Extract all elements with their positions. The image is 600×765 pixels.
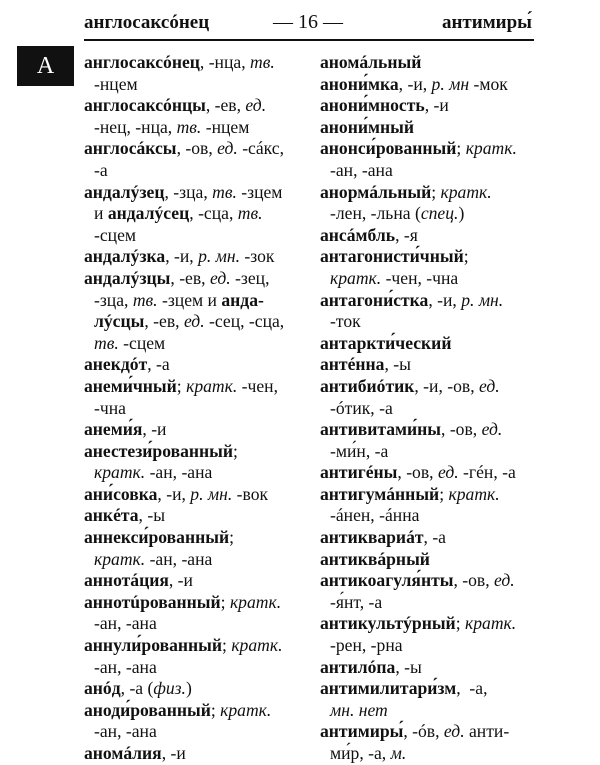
headword: ани́совка: [84, 483, 158, 504]
entry-text: , -и: [161, 743, 186, 763]
entry-line: [320, 462, 536, 484]
entry-text: , -ов,: [453, 570, 495, 591]
headword: антикультýрный: [320, 613, 456, 634]
entry-text: , -и, -ов,: [414, 375, 480, 396]
headword: антéнна: [320, 354, 385, 375]
entry-line: [84, 441, 314, 463]
grammar-label: р. мн.: [190, 483, 233, 504]
entry-text: , -и: [168, 570, 193, 591]
headword: анда-: [221, 289, 264, 310]
entry-text: -я́нт, -а: [330, 591, 383, 612]
entry-line: [320, 52, 536, 74]
headword: анекдóт: [84, 354, 148, 375]
grammar-label: кратк.: [440, 181, 492, 202]
entry-line: [320, 721, 536, 743]
thumb-index-letter: А: [36, 53, 55, 79]
headword: анони́мка: [320, 73, 399, 94]
entry-text: -зцем: [236, 181, 283, 202]
entry-text: -áнен, -áнна: [330, 505, 420, 526]
entry-continuation-line: [84, 462, 314, 484]
header-last-entry: антимиры́: [441, 12, 532, 33]
entry-text: , -и,: [165, 246, 199, 267]
headword: андалýсец: [107, 203, 190, 224]
entry-text: -зца,: [94, 289, 133, 310]
grammar-label: спец.: [420, 203, 459, 224]
entry-text: -ан, -ана: [145, 548, 213, 569]
headword: англосаксóнец: [84, 52, 200, 72]
entry-line: [84, 268, 314, 290]
grammar-label: кратк.: [448, 483, 500, 504]
entry-text: -ан, -ана: [94, 721, 157, 742]
entry-continuation-line: [320, 592, 536, 614]
entry-line: [320, 138, 536, 160]
headword: анонси́рованный: [320, 138, 457, 159]
entry-line: [84, 505, 314, 527]
entry-text: -сцем: [118, 332, 166, 353]
entry-line: [84, 95, 314, 117]
headword: анони́мный: [320, 116, 414, 137]
entry-line: [320, 333, 536, 355]
entry-continuation-line: [320, 160, 536, 182]
entry-continuation-line: [84, 225, 314, 247]
entry-text: -рен, -рна: [330, 635, 403, 656]
entry-text: , -нца,: [199, 52, 250, 72]
entry-continuation-line: [84, 203, 314, 225]
entry-text: -нцем: [201, 116, 250, 137]
entry-line: [320, 182, 536, 204]
entry-line: [320, 678, 536, 700]
headword: аннули́рованный: [84, 635, 223, 656]
entry-continuation-line: [320, 268, 536, 290]
entry-line: [84, 182, 314, 204]
entry-text: -ан, -ана: [145, 462, 213, 483]
headword: антигумáнный: [320, 483, 440, 504]
entry-continuation-line: [84, 613, 314, 635]
entry-text: -ан, -ана: [94, 656, 157, 677]
grammar-label: кратк.: [229, 591, 282, 612]
entry-text: , -и,: [428, 289, 462, 310]
entry-text: ;: [431, 181, 441, 202]
entry-text: ;: [176, 375, 187, 396]
entry-text: -зцем и: [157, 289, 222, 310]
headword: андалýзец: [84, 181, 165, 202]
entry-line: [320, 74, 536, 96]
entry-text: , -и: [424, 95, 449, 116]
entry-continuation-line: [84, 117, 314, 139]
entry-line: [84, 138, 314, 160]
entry-text: , -ев,: [170, 267, 210, 288]
entry-text: ;: [229, 527, 235, 548]
grammar-label: ед.: [245, 95, 267, 116]
entry-text: анти-: [464, 721, 510, 742]
entry-text: -óтик, -а: [330, 397, 393, 418]
entry-continuation-line: [84, 74, 314, 96]
entry-text: , -ов,: [176, 138, 218, 159]
entry-text: ;: [220, 591, 230, 612]
entry-text: -лен, -льна (: [330, 203, 421, 224]
entry-continuation-line: [320, 203, 536, 225]
entry-text: -сец, -сца,: [204, 311, 285, 332]
entry-text: , -ы: [138, 505, 166, 526]
entry-text: , -ев,: [144, 311, 184, 332]
grammar-label: кратк.: [465, 138, 517, 159]
headword: антигéны: [320, 462, 398, 483]
headword: анестези́рованный: [84, 440, 234, 461]
entry-text: , -а: [423, 527, 446, 548]
entry-text: -нец, -нца,: [94, 116, 177, 137]
entry-text: -чен, -чна: [381, 267, 459, 288]
entry-text: -а: [94, 159, 108, 180]
grammar-label: кратк.: [94, 548, 146, 569]
entry-continuation-line: [84, 657, 314, 679]
entry-continuation-line: [320, 635, 536, 657]
headword: антагони́стка: [320, 289, 429, 310]
entry-text: -нцем: [94, 73, 138, 94]
grammar-label: ед.: [479, 375, 500, 396]
grammar-label: физ.: [153, 678, 186, 699]
headword: антимилитари́зм: [320, 678, 457, 699]
headword: антагонисти́чный: [320, 246, 464, 267]
entry-text: , -ев,: [205, 95, 246, 116]
headword: ансáмбль: [320, 224, 396, 245]
entry-text: ): [458, 203, 465, 224]
headword: андалýзцы: [84, 267, 171, 288]
entry-text: -чна: [94, 397, 126, 418]
entry-text: , -сца,: [189, 203, 238, 224]
letter-thumb-index: [17, 46, 74, 86]
entry-continuation-line: [84, 398, 314, 420]
entry-line: [84, 354, 314, 376]
grammar-label: ед.: [183, 311, 205, 332]
entry-line: [320, 613, 536, 635]
entry-text: , -а,: [456, 678, 488, 699]
entry-line: [84, 570, 314, 592]
headword: антимиры́: [320, 721, 404, 742]
entry-continuation-line: [84, 549, 314, 571]
entry-line: [84, 246, 314, 268]
headword: аннотúрованный: [84, 591, 221, 612]
entry-text: , -и: [142, 419, 167, 440]
entry-text: -ан, -ана: [330, 159, 393, 180]
headword: аноди́рованный: [84, 699, 211, 720]
grammar-label: ед.: [217, 138, 238, 159]
grammar-label: тв.: [237, 203, 263, 224]
grammar-label: ед.: [481, 419, 503, 440]
headword: антивитами́ны: [320, 419, 442, 440]
entry-line: [84, 700, 314, 722]
entry-text: , -ов,: [441, 419, 482, 440]
entry-line: [84, 743, 314, 765]
headword: антиквариáт: [320, 527, 424, 548]
headword: анеми́чный: [84, 375, 177, 396]
grammar-label: кратк.: [186, 375, 238, 396]
headword: анеми́я: [84, 419, 143, 440]
grammar-label: тв.: [250, 52, 275, 72]
entry-text: , -а: [147, 354, 170, 375]
headword: анони́мность: [320, 95, 425, 116]
entry-text: , -ы: [395, 656, 422, 677]
headword: антаркти́ческий: [320, 332, 452, 353]
grammar-label: мн. нет: [330, 699, 388, 720]
entry-line: [320, 484, 536, 506]
grammar-label: кратк.: [94, 462, 146, 483]
entry-continuation-line: [320, 441, 536, 463]
entry-line: [84, 635, 314, 657]
entry-text: , -ов,: [397, 462, 438, 483]
entry-line: [320, 376, 536, 398]
entry-line: [320, 225, 536, 247]
entry-continuation-line: [84, 290, 314, 312]
headword: антибиóтик: [320, 375, 415, 396]
entry-continuation-line: [320, 505, 536, 527]
entry-text: -зец,: [230, 267, 270, 288]
entry-text: , -я: [395, 224, 418, 245]
entry-line: [84, 52, 314, 74]
headword: лýсцы: [94, 311, 145, 332]
entry-text: -сáкс,: [237, 138, 284, 159]
headword: анóд: [84, 678, 121, 699]
header-divider: [84, 39, 534, 41]
entry-text: ми́р, -а,: [330, 743, 391, 763]
entry-continuation-line: [84, 311, 314, 333]
entry-line: [320, 117, 536, 139]
headword: антилóпа: [320, 656, 396, 677]
entry-text: -сцем: [94, 224, 137, 245]
grammar-label: тв.: [132, 289, 158, 310]
grammar-label: ед.: [437, 462, 459, 483]
entry-text: ;: [222, 635, 232, 656]
entry-continuation-line: [84, 721, 314, 743]
headword: антиквáрный: [320, 548, 430, 569]
entry-line: [84, 678, 314, 700]
page-number: — 16 —: [273, 11, 343, 33]
entry-line: [320, 246, 536, 268]
entry-line: [84, 419, 314, 441]
entry-continuation-line: [84, 160, 314, 182]
grammar-label: тв.: [94, 332, 119, 353]
headword: англосаксóнцы: [84, 95, 206, 116]
entry-text: -мок: [469, 73, 508, 94]
entry-continuation-line: [320, 398, 536, 420]
entry-text: ;: [463, 246, 469, 267]
entry-text: ;: [210, 699, 221, 720]
entry-text: -гéн, -а: [458, 462, 516, 483]
headword: аннекси́рованный: [84, 527, 230, 548]
entry-text: , -и,: [398, 73, 432, 94]
grammar-label: р. мн.: [198, 246, 241, 267]
entry-line: [84, 376, 314, 398]
entry-text: -вок: [232, 483, 269, 504]
entry-text: ;: [439, 483, 449, 504]
entry-line: [84, 592, 314, 614]
headword: андалýзка: [84, 246, 166, 267]
headword: англосáксы: [84, 138, 177, 159]
entry-text: -ми́н, -а: [330, 440, 389, 461]
entry-text: -чен,: [237, 375, 278, 396]
entry-line: [320, 419, 536, 441]
entry-continuation-line: [320, 743, 536, 765]
entry-line: [320, 354, 536, 376]
entry-text: ;: [233, 440, 238, 461]
left-column: [84, 52, 314, 765]
headword: аномáлия: [84, 743, 162, 763]
entry-text: ;: [456, 138, 466, 159]
entry-text: , -и,: [157, 483, 191, 504]
entry-line: [84, 527, 314, 549]
entry-line: [320, 657, 536, 679]
entry-text: , -ы: [384, 354, 411, 375]
headword: антикоагуля́нты: [320, 570, 454, 591]
grammar-label: кратк.: [220, 699, 272, 720]
headword: анормáльный: [320, 181, 432, 202]
grammar-label: ед.: [443, 721, 465, 742]
entry-continuation-line: [320, 311, 536, 333]
headword: аннотáция: [84, 570, 169, 591]
grammar-label: р. мн: [431, 73, 470, 94]
entry-text: ;: [455, 613, 465, 634]
entry-line: [320, 95, 536, 117]
headword: аномáльный: [320, 52, 422, 72]
entry-text: , -óв,: [403, 721, 444, 742]
entry-line: [84, 484, 314, 506]
entry-text: , -зца,: [164, 181, 213, 202]
entry-line: [320, 290, 536, 312]
grammar-label: р. мн.: [461, 289, 504, 310]
entry-text: , -а (: [120, 678, 154, 699]
grammar-label: кратк.: [330, 267, 382, 288]
entry-text: -ан, -ана: [94, 613, 157, 634]
grammar-label: ед.: [209, 267, 231, 288]
entry-text: и: [94, 203, 108, 224]
entry-line: [320, 570, 536, 592]
grammar-label: ед.: [494, 570, 515, 591]
entry-text: ): [185, 678, 192, 699]
entry-text: -зок: [240, 246, 275, 267]
grammar-label: тв.: [176, 116, 202, 137]
entry-continuation-line: [320, 700, 536, 722]
entry-continuation-line: [84, 333, 314, 355]
header-first-entry: англосаксóнец: [84, 12, 210, 33]
grammar-label: кратк.: [231, 635, 283, 656]
right-column: [320, 52, 536, 765]
entry-text: -ток: [330, 311, 361, 332]
page-header: [84, 12, 532, 38]
grammar-label: кратк.: [465, 613, 517, 634]
entry-line: [320, 527, 536, 549]
entry-line: [320, 549, 536, 571]
grammar-label: тв.: [212, 181, 237, 202]
grammar-label: м.: [390, 743, 407, 763]
headword: анкéта: [84, 505, 139, 526]
